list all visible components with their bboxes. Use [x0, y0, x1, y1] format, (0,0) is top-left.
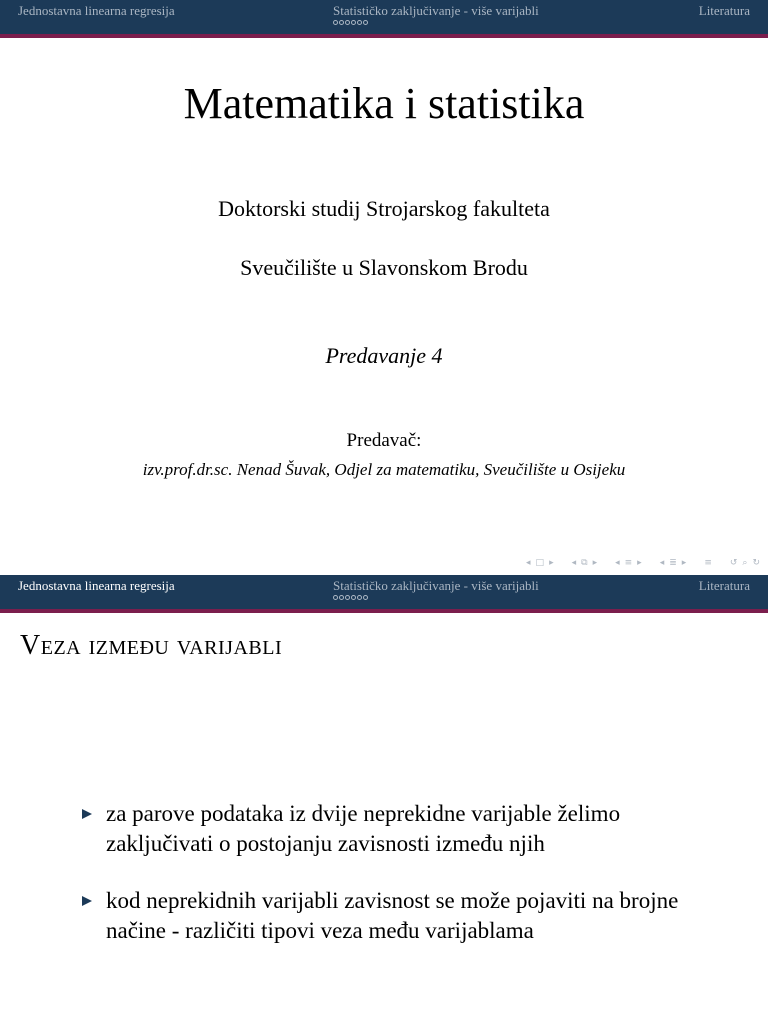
nav-section-literature[interactable]: Literatura	[698, 3, 750, 18]
content-slide	[0, 575, 768, 1024]
section-progress-dots	[333, 20, 368, 25]
frame-dot[interactable]	[339, 20, 344, 25]
presentation-title: Matematika i statistika	[183, 79, 585, 128]
frame-dot[interactable]	[345, 595, 350, 600]
frame-dot[interactable]	[363, 20, 368, 25]
frame-icon[interactable]: ⧉	[581, 558, 588, 568]
bullet-item	[0, 799, 768, 859]
outline-icon[interactable]: ≡	[704, 558, 712, 568]
search-icon[interactable]: ⌕	[742, 558, 748, 568]
beamer-navigation	[526, 555, 760, 571]
forward-icon[interactable]: ↻	[752, 558, 760, 568]
triangle-bullet-icon	[82, 809, 92, 819]
prev-section-icon[interactable]: ◂	[659, 558, 665, 568]
frame-dot[interactable]	[357, 595, 362, 600]
section-icon[interactable]: ≣	[669, 558, 677, 568]
lecturer-name: izv.prof.dr.sc. Nenad Šuvak, Odjel za matematiku, Sveučilište u Osijeku	[142, 460, 626, 479]
nav-section-literature[interactable]: Literatura	[698, 578, 750, 593]
prev-frame-icon[interactable]: ◂	[571, 558, 577, 568]
slide-icon[interactable]: □	[535, 558, 545, 568]
prev-subsection-icon[interactable]: ◂	[615, 558, 620, 568]
header-bar	[0, 575, 768, 613]
frame-dot[interactable]	[357, 20, 362, 25]
next-slide-icon[interactable]: ▸	[549, 558, 554, 568]
nav-section-inference[interactable]: Statističko zaključivanje - više varijabli	[333, 3, 539, 18]
bullet-text: za parove podataka iz dvije neprekidne varijable želimo zaključivati o postojanju zavisnosti između njih	[106, 801, 621, 856]
bullet-text: kod neprekidnih varijabli zavisnost se može pojaviti na brojne načine - različiti tipovi veza među varijablama	[106, 888, 679, 943]
nav-section-regression[interactable]: Jednostavna linearna regresija	[18, 3, 175, 18]
nav-section-inference[interactable]: Statističko zaključivanje - više varijabli	[333, 578, 539, 593]
lecturer-label: Predavač:	[346, 430, 422, 451]
frame-dot[interactable]	[351, 20, 356, 25]
frame-dot[interactable]	[333, 20, 338, 25]
frame-title: Veza između varijabli	[20, 630, 283, 661]
triangle-bullet-icon	[82, 896, 92, 906]
frame-dot[interactable]	[363, 595, 368, 600]
bullet-item	[0, 886, 768, 946]
back-icon[interactable]: ↺	[729, 558, 738, 568]
frame-dot[interactable]	[339, 595, 344, 600]
frame-dot[interactable]	[345, 20, 350, 25]
header-bar	[0, 0, 768, 38]
study-program: Doktorski studij Strojarskog fakulteta	[218, 196, 550, 221]
frame-dot[interactable]	[333, 595, 338, 600]
next-section-icon[interactable]: ▸	[681, 558, 687, 568]
lecture-number: Predavanje 4	[325, 343, 443, 368]
university: Sveučilište u Slavonskom Brodu	[240, 255, 528, 280]
frame-dot[interactable]	[351, 595, 356, 600]
prev-slide-icon[interactable]: ◂	[526, 558, 531, 568]
bullet-list	[0, 799, 768, 973]
next-frame-icon[interactable]: ▸	[592, 558, 598, 568]
nav-section-regression[interactable]: Jednostavna linearna regresija	[18, 578, 175, 593]
next-subsection-icon[interactable]: ▸	[637, 558, 642, 568]
section-progress-dots	[333, 595, 368, 600]
subsection-icon[interactable]: ≡	[624, 558, 633, 568]
